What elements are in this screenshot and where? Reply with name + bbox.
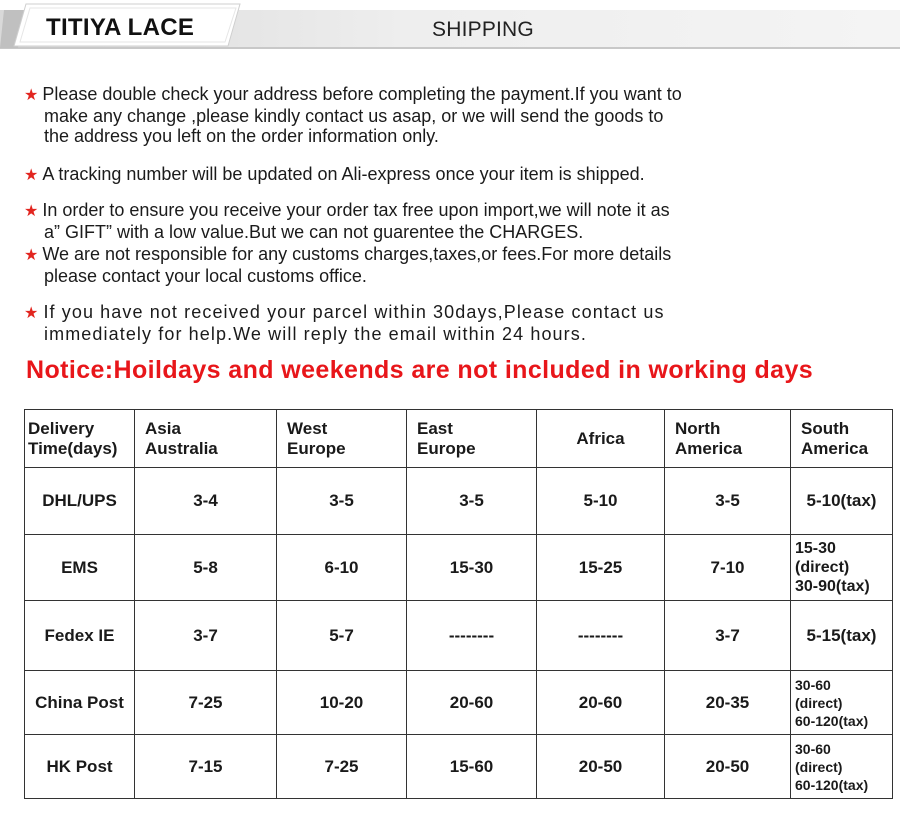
table-cell: 20-60 (407, 671, 537, 735)
star-icon: ★ (24, 305, 40, 322)
delivery-time-table (24, 409, 893, 799)
table-cell: 15-30 (407, 535, 537, 601)
table-cell: 5-7 (277, 601, 407, 671)
table-cell: 7-15 (135, 735, 277, 799)
note-line: the address you left on the order information only. (44, 126, 439, 146)
carrier-cell: China Post (25, 671, 135, 735)
note-address (24, 84, 682, 146)
table-cell: 15-60 (407, 735, 537, 799)
star-icon: ★ (24, 203, 39, 220)
table-cell: 15-25 (537, 535, 665, 601)
note-parcel (24, 302, 665, 344)
section-title: SHIPPING (432, 18, 534, 41)
note-line: In order to ensure you receive your order tax free upon import,we will note it as (42, 200, 670, 220)
table-cell: 7-25 (277, 735, 407, 799)
note-line: please contact your local customs office. (44, 266, 367, 286)
table-cell-multiline: 15-30 (direct) 30-90(tax) (791, 535, 893, 601)
table-row (25, 671, 893, 735)
carrier-cell: HK Post (25, 735, 135, 799)
table-cell: 5-10 (537, 468, 665, 535)
table-row (25, 468, 893, 535)
note-line: Please double check your address before completing the payment.If you want to (42, 84, 682, 104)
table-cell: 3-7 (665, 601, 791, 671)
note-line: a” GIFT” with a low value.But we can not guarentee the CHARGES. (44, 222, 584, 242)
table-cell: -------- (407, 601, 537, 671)
header-asia-australia: Asia Australia (135, 410, 277, 468)
note-line: If you have not received your parcel within 30days,Please contact us (43, 302, 665, 322)
table-cell: 7-10 (665, 535, 791, 601)
header-south-america: South America (791, 410, 893, 468)
holiday-notice: Notice:Hoildays and weekends are not included in working days (26, 356, 814, 384)
table-row (25, 535, 893, 601)
note-line: A tracking number will be updated on Ali-express once your item is shipped. (42, 164, 645, 184)
table-cell-multiline: 30-60 (direct) 60-120(tax) (791, 671, 893, 735)
header-east-europe: East Europe (407, 410, 537, 468)
table-row (25, 735, 893, 799)
header-north-america: North America (665, 410, 791, 468)
header-africa: Africa (537, 410, 665, 468)
table-cell: 3-4 (135, 468, 277, 535)
table-header-row (25, 410, 893, 468)
table-cell: 3-5 (665, 468, 791, 535)
table-cell: 20-50 (537, 735, 665, 799)
table-cell-multiline: 30-60 (direct) 60-120(tax) (791, 735, 893, 799)
header-west-europe: West Europe (277, 410, 407, 468)
note-line: make any change ,please kindly contact us asap, or we will send the goods to (44, 106, 664, 126)
header-delivery-time: Delivery Time(days) (25, 410, 135, 468)
star-icon: ★ (24, 247, 39, 264)
note-tracking (24, 164, 645, 186)
carrier-cell: DHL/UPS (25, 468, 135, 535)
carrier-cell: EMS (25, 535, 135, 601)
table-cell: -------- (537, 601, 665, 671)
table-cell: 20-60 (537, 671, 665, 735)
table-row (25, 601, 893, 671)
table-cell: 10-20 (277, 671, 407, 735)
table-cell: 6-10 (277, 535, 407, 601)
table-cell: 3-7 (135, 601, 277, 671)
table-cell: 20-50 (665, 735, 791, 799)
note-line: We are not responsible for any customs charges,taxes,or fees.For more details (42, 244, 672, 264)
brand-name: TITIYA LACE (46, 14, 195, 41)
table-cell: 5-8 (135, 535, 277, 601)
table-cell: 3-5 (277, 468, 407, 535)
star-icon: ★ (24, 167, 39, 184)
carrier-cell: Fedex IE (25, 601, 135, 671)
star-icon: ★ (24, 87, 39, 104)
note-tax-free (24, 200, 670, 242)
table-cell: 5-10(tax) (791, 468, 893, 535)
table-cell: 3-5 (407, 468, 537, 535)
table-cell: 7-25 (135, 671, 277, 735)
table-cell: 20-35 (665, 671, 791, 735)
page-header (0, 0, 900, 52)
note-customs (24, 244, 671, 286)
note-line: immediately for help.We will reply the email within 24 hours. (44, 324, 587, 344)
table-cell: 5-15(tax) (791, 601, 893, 671)
